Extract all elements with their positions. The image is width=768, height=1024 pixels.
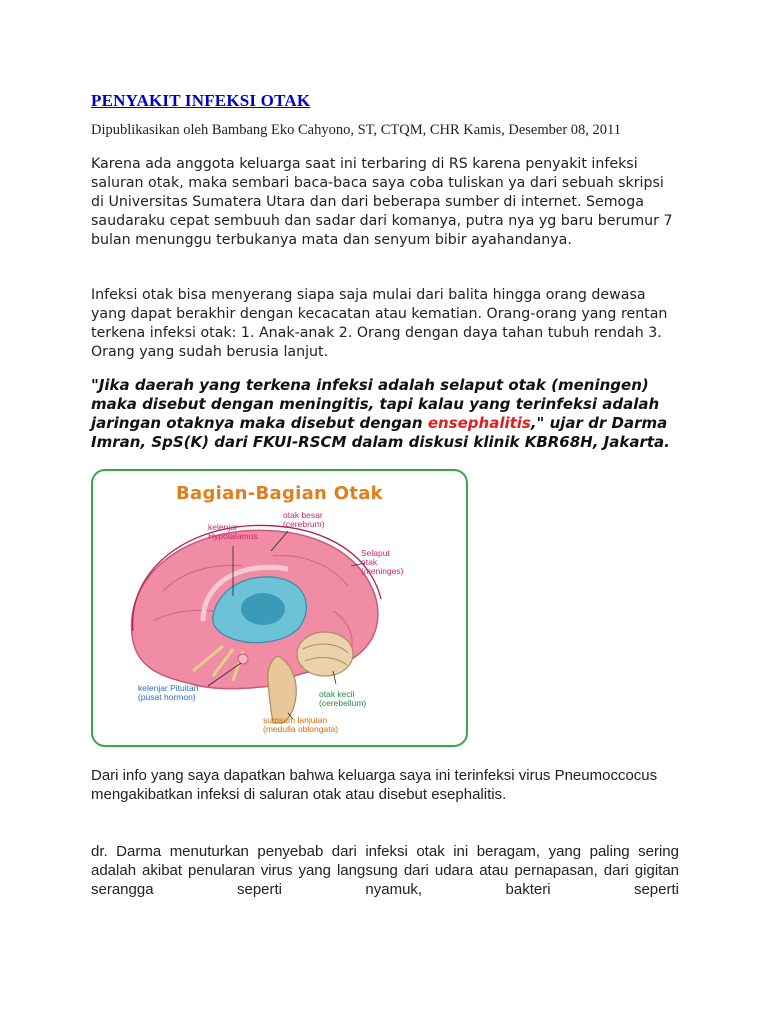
article-title[interactable]: PENYAKIT INFEKSI OTAK bbox=[91, 91, 311, 110]
paragraph-intro: Karena ada anggota keluarga saat ini terbaring di RS karena penyakit infeksi saluran otak, maka sembari baca-baca saya coba tuliskan ya dari sebuah skripsi di Universitas Sumatera Utara dan dari beberapa sumber di internet. Semoga saudaraku cepat sembuuh dan sadar dari komanya, putra nya yg baru berumur 7 bulan menunggu terbukanya mata dan senyum bibir ayahandanya. bbox=[91, 156, 673, 248]
quote-text-start: "Jika daerah yang terkena infeksi adalah selaput otak (meningen) maka disebut dengan meningitis, tapi kalau yang terinfeksi adalah jaringan otaknya maka disebut dengan bbox=[91, 376, 660, 432]
pituitary-shape bbox=[238, 654, 248, 664]
article-byline: Dipublikasikan oleh Bambang Eko Cahyono, ST, CTQM, CHR Kamis, Desember 08, 2011 bbox=[91, 122, 622, 138]
cerebellum-shape bbox=[297, 632, 353, 676]
paragraph-vulnerable: Infeksi otak bisa menyerang siapa saja mulai dari balita hingga orang dewasa yang dapat berakhir dengan kecacatan atau kematian. Orang-orang yang rentan terkena infeksi otak: 1. Anak-anak 2. Orang dengan daya tahan tubuh rendah 3. Orang yang sudah berusia lanjut. bbox=[91, 287, 668, 360]
thalamus-shape bbox=[241, 593, 285, 625]
label-medulla: sumsum lanjutan (medulla oblongata) bbox=[263, 715, 339, 734]
figure-title: Bagian-Bagian Otak bbox=[176, 483, 383, 504]
label-hypothalamus: kelenjar Hypotalamus bbox=[208, 522, 258, 541]
label-cerebrum: otak besar (cerebrum) bbox=[283, 510, 325, 529]
quote-text-end: ," ujar dr Darma Imran, SpS(K) dari FKUI-RSCM dalam diskusi klinik KBR68H, Jakarta. bbox=[91, 414, 670, 451]
paragraph-causes: dr. Darma menuturkan penyebab dari infeksi otak ini beragam, yang paling sering adalah akibat penularan virus yang langsung dari udara atau pernapasan, dari gigitan serangga seperti nyamuk, bakteri seperti bbox=[91, 843, 679, 898]
quote-highlight: ensephalitis bbox=[427, 414, 531, 432]
label-meninges: Selaput otak (meninges) bbox=[361, 548, 404, 576]
paragraph-family-info: Dari info yang saya dapatkan bahwa keluarga saya ini terinfeksi virus Pneumoccocus mengakibatkan infeksi di saluran otak atau disebut esephalitis. bbox=[91, 767, 658, 803]
brain-figure bbox=[91, 469, 468, 747]
label-pituitary: kelenjar Pituitari (pusat hormon) bbox=[138, 683, 199, 702]
label-cerebellum: otak kecil (cerebellum) bbox=[319, 689, 367, 708]
quote-block bbox=[91, 376, 681, 452]
brain-illustration bbox=[93, 471, 466, 745]
